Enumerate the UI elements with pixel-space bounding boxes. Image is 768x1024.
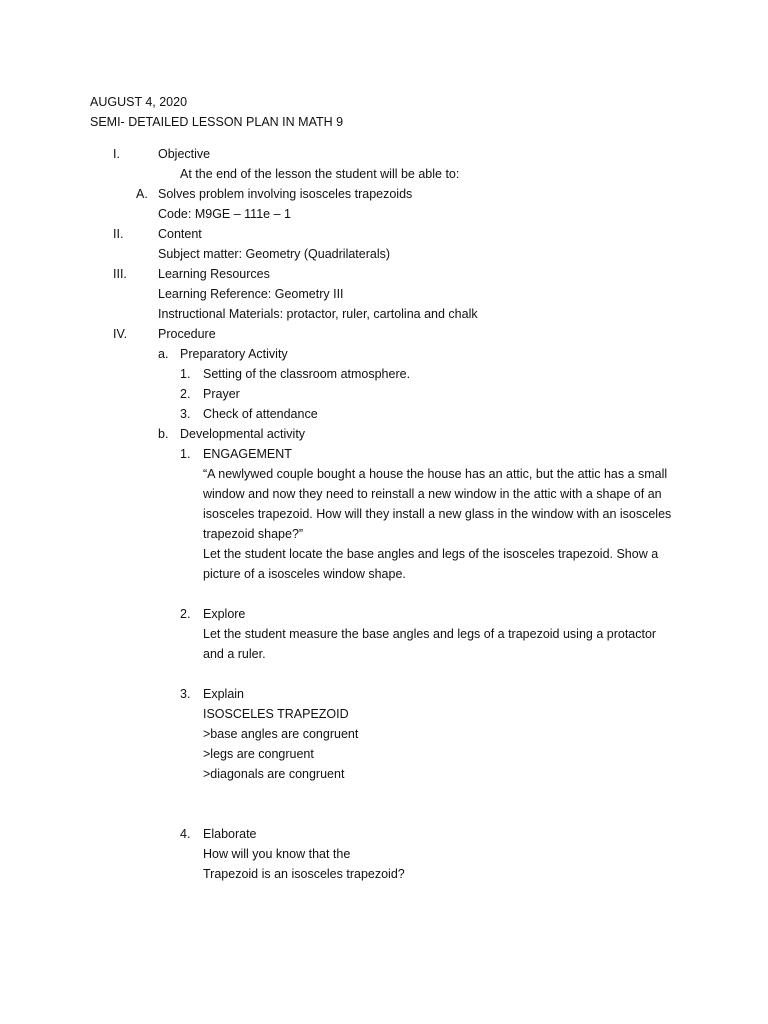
subject-matter: Subject matter: Geometry (Quadrilaterals) (158, 247, 391, 261)
explain-property: >legs are congruent (203, 747, 314, 761)
list-item-number: 2. (180, 387, 191, 401)
objective-item-letter: A. (136, 187, 148, 201)
list-item-number: 3. (180, 407, 191, 421)
competency-code: Code: M9GE – 111e – 1 (158, 207, 291, 221)
subsection-letter: a. (158, 347, 169, 361)
list-item-number: 4. (180, 827, 191, 841)
list-item: Setting of the classroom atmosphere. (203, 367, 411, 381)
lesson-date: AUGUST 4, 2020 (90, 95, 188, 109)
explore-instruction: Let the student measure the base angles and legs of a trapezoid using a protactor and a ruler. (203, 627, 657, 661)
list-item-number: 3. (180, 687, 191, 701)
list-item-number: 1. (180, 367, 191, 381)
engagement-instruction: Let the student locate the base angles and legs of the isosceles trapezoid. Show a picture of a isosceles window shape. (203, 547, 659, 581)
section-number: IV. (113, 327, 128, 341)
engagement-scenario: “A newlywed couple bought a house the house has an attic, but the attic has a small window and now they need to reinstall a new window in the attic with a shape of an isosceles trapezoid. How will they install a new glass in the window with an isosceles trapezoid shape?” (203, 467, 672, 541)
section-number: I. (113, 147, 120, 161)
section-heading-objective: Objective (158, 147, 211, 161)
subsection-letter: b. (158, 427, 169, 441)
list-item: Check of attendance (203, 407, 318, 421)
subsection-preparatory-activity: Preparatory Activity (180, 347, 288, 361)
list-item-number: 2. (180, 607, 191, 621)
instructional-materials: Instructional Materials: protactor, ruler, cartolina and chalk (158, 307, 478, 321)
explore-title: Explore (203, 607, 246, 621)
section-heading-resources: Learning Resources (158, 267, 270, 281)
explain-title: Explain (203, 687, 244, 701)
explain-property: >diagonals are congruent (203, 767, 345, 781)
objective-item-text: Solves problem involving isosceles trapezoids (158, 187, 413, 201)
section-heading-content: Content (158, 227, 202, 241)
learning-reference: Learning Reference: Geometry III (158, 287, 344, 301)
list-item: Prayer (203, 387, 240, 401)
engagement-title: ENGAGEMENT (203, 447, 292, 461)
subsection-developmental-activity: Developmental activity (180, 427, 306, 441)
elaborate-question: How will you know that the (203, 847, 351, 861)
list-item-number: 1. (180, 447, 191, 461)
section-number: III. (113, 267, 127, 281)
document-title: SEMI- DETAILED LESSON PLAN IN MATH 9 (90, 115, 344, 129)
explain-property: >base angles are congruent (203, 727, 359, 741)
explain-heading: ISOSCELES TRAPEZOID (203, 707, 349, 721)
objective-intro: At the end of the lesson the student will be able to: (180, 167, 460, 181)
section-heading-procedure: Procedure (158, 327, 216, 341)
elaborate-title: Elaborate (203, 827, 257, 841)
section-number: II. (113, 227, 124, 241)
elaborate-question: Trapezoid is an isosceles trapezoid? (203, 867, 405, 881)
